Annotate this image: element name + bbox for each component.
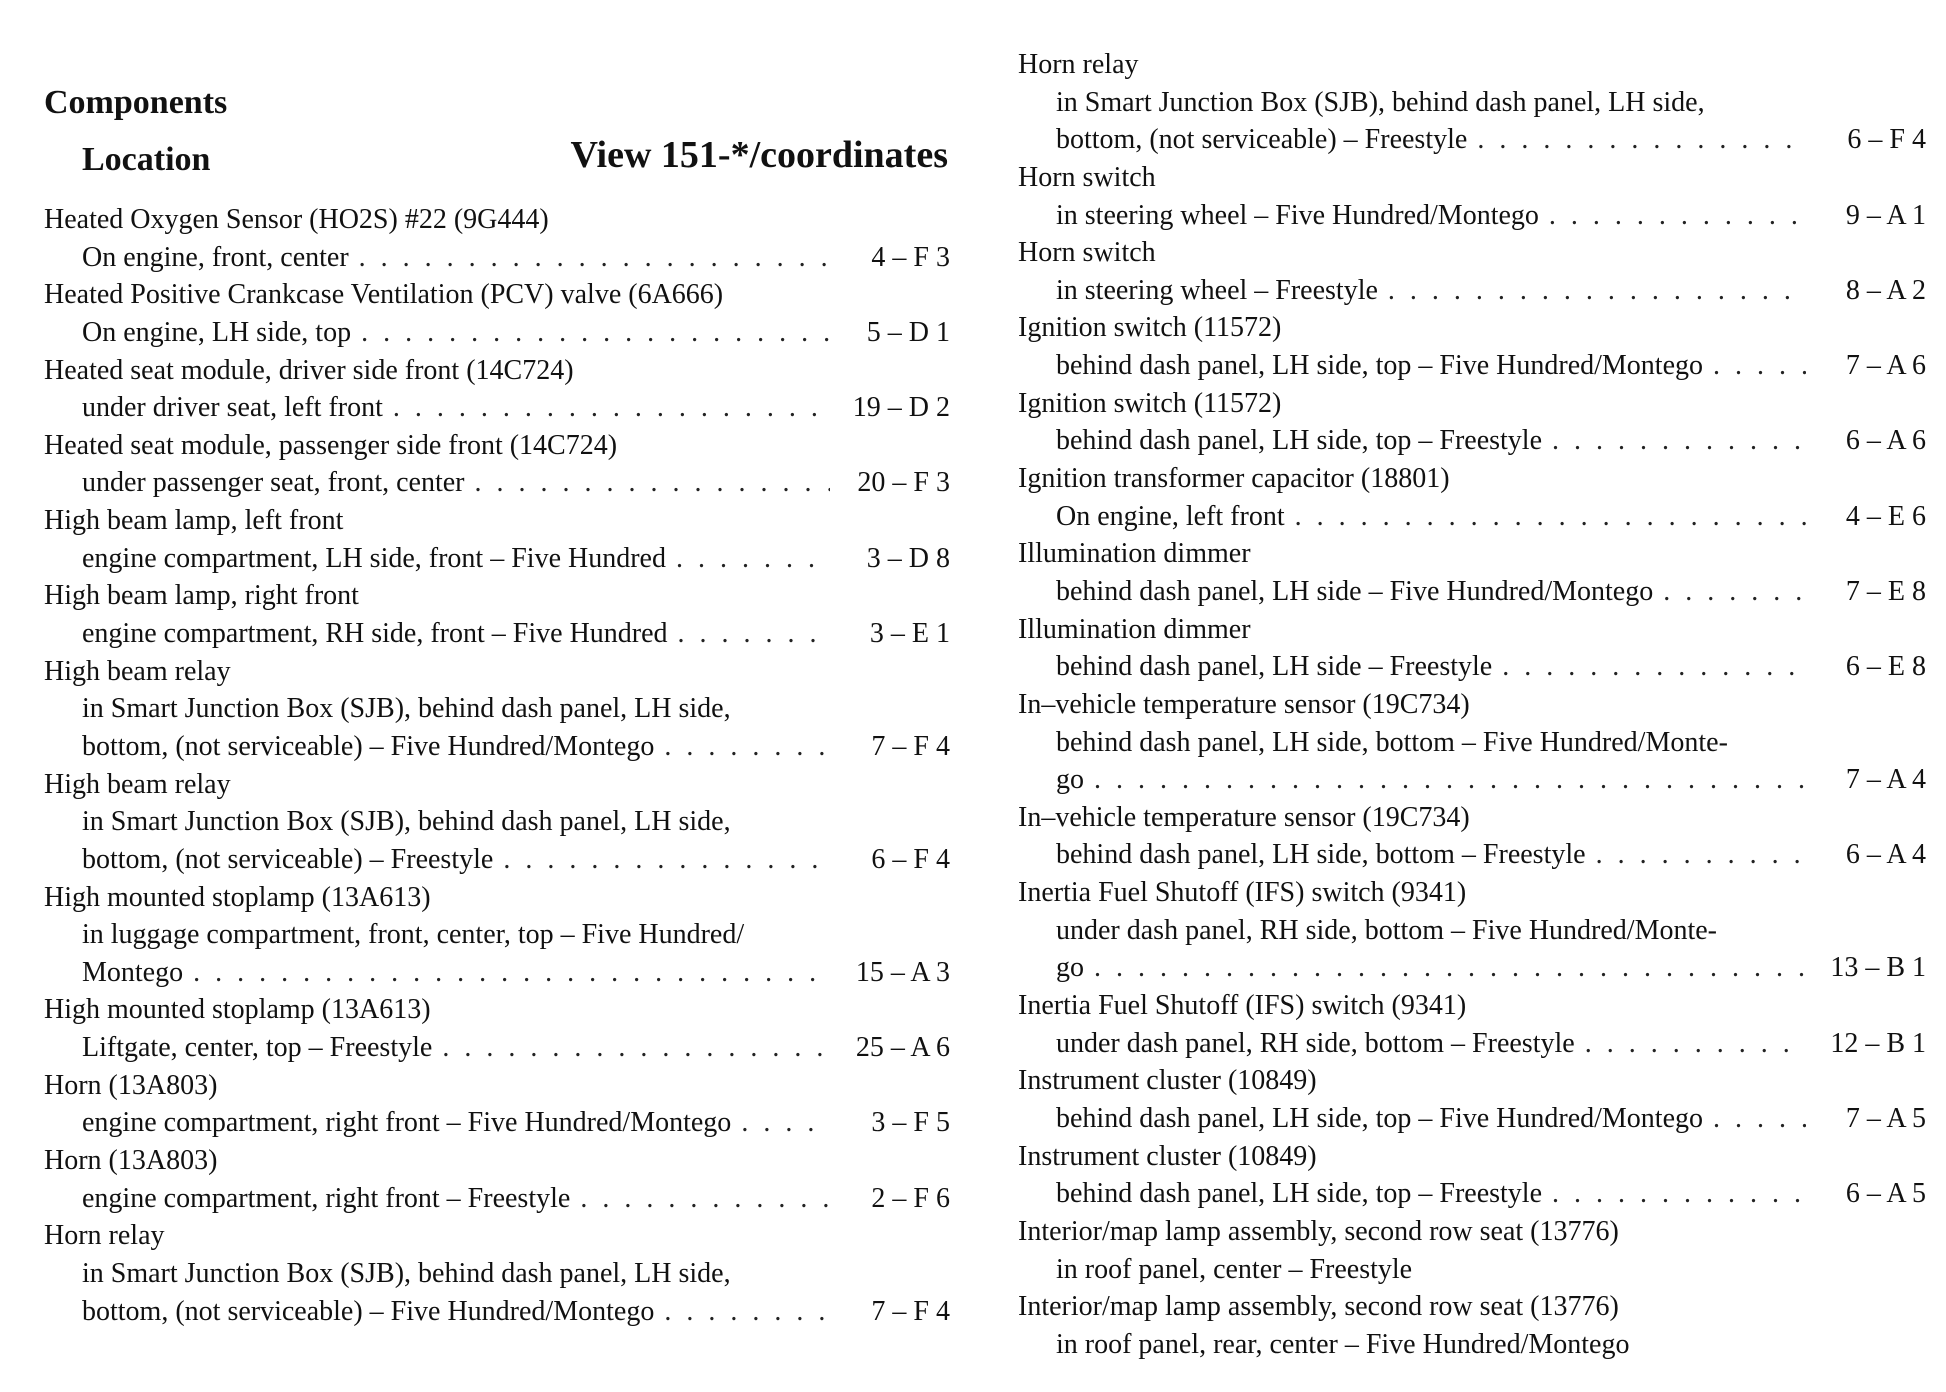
location-text: behind dash panel, LH side, top – Five Hundred/Montego xyxy=(1056,350,1704,382)
location-text: under driver seat, left front xyxy=(82,392,383,424)
location-line-with-coordinates xyxy=(44,615,950,653)
component-name: High beam relay xyxy=(44,655,231,687)
location-text: go xyxy=(1056,952,1084,984)
dot-leader xyxy=(1094,949,1806,987)
dot-leader xyxy=(741,1104,830,1142)
location-line-with-coordinates xyxy=(44,1029,950,1067)
view-coordinate: 4 – F 3 xyxy=(871,241,950,273)
dot-leader xyxy=(503,841,830,879)
view-coordinate: 4 – E 6 xyxy=(1845,500,1926,532)
dot-leader xyxy=(1549,197,1806,235)
component-name: Inertia Fuel Shutoff (IFS) switch (9341) xyxy=(1018,990,1467,1022)
component-name: Ignition switch (11572) xyxy=(1018,387,1282,419)
location-text: go xyxy=(1056,764,1084,796)
dot-leader xyxy=(580,1180,830,1218)
view-coordinate: 6 – F 4 xyxy=(871,843,950,875)
component-name: Instrument cluster (10849) xyxy=(1018,1140,1317,1172)
location-line: in Smart Junction Box (SJB), behind dash panel, LH side, xyxy=(82,806,731,838)
view-coordinate: 12 – B 1 xyxy=(1830,1027,1926,1059)
location-line-with-coordinates xyxy=(1018,498,1926,536)
view-coordinate: 6 – A 6 xyxy=(1845,425,1926,457)
location-line: behind dash panel, LH side, bottom – Five Hundred/Monte- xyxy=(1056,726,1728,758)
location-line-with-coordinates xyxy=(44,239,950,277)
dot-leader xyxy=(1295,498,1806,536)
component-name: Ignition switch (11572) xyxy=(1018,312,1282,344)
location-line-with-coordinates xyxy=(44,728,950,766)
component-name: High mounted stoplamp (13A613) xyxy=(44,881,431,913)
view-coordinate: 19 – D 2 xyxy=(852,392,950,424)
view-coordinate: 7 – F 4 xyxy=(871,730,950,762)
dot-leader xyxy=(1552,422,1806,460)
location-line-with-coordinates xyxy=(44,540,950,578)
location-line-with-coordinates xyxy=(1018,197,1926,235)
dot-leader xyxy=(442,1029,830,1067)
location-text: behind dash panel, LH side – Five Hundred/Montego xyxy=(1056,575,1654,607)
component-name: High beam lamp, right front xyxy=(44,580,359,612)
dot-leader xyxy=(1585,1025,1806,1063)
location-text: On engine, LH side, top xyxy=(82,316,352,348)
location-text: engine compartment, LH side, front – Five Hundred xyxy=(82,542,666,574)
location-text: Liftgate, center, top – Freestyle xyxy=(82,1032,433,1064)
dot-leader xyxy=(1713,347,1806,385)
location-line: in Smart Junction Box (SJB), behind dash panel, LH side, xyxy=(82,693,731,725)
location-text: behind dash panel, LH side, top – Freestyle xyxy=(1056,1178,1543,1210)
component-name: In–vehicle temperature sensor (19C734) xyxy=(1018,688,1470,720)
location-text: Montego xyxy=(82,956,184,988)
location-line-with-coordinates xyxy=(1018,347,1926,385)
location-text: bottom, (not serviceable) – Five Hundred/Montego xyxy=(82,1295,655,1327)
view-coordinate: 7 – E 8 xyxy=(1845,575,1926,607)
view-coordinate: 7 – F 4 xyxy=(871,1295,950,1327)
location-line-with-coordinates xyxy=(1018,121,1926,159)
component-name: Illumination dimmer xyxy=(1018,538,1251,570)
location-text: engine compartment, right front – Five Hundred/Montego xyxy=(82,1107,732,1139)
location-line-with-coordinates xyxy=(1018,836,1926,874)
view-coordinate: 13 – B 1 xyxy=(1830,952,1926,984)
section-heading-components: Components xyxy=(44,84,228,121)
right-column-entries xyxy=(1018,46,1926,1363)
location-text: bottom, (not serviceable) – Freestyle xyxy=(1056,124,1468,156)
location-text: behind dash panel, LH side, top – Five Hundred/Montego xyxy=(1056,1102,1704,1134)
dot-leader xyxy=(1388,272,1806,310)
component-name: Heated Positive Crankcase Ventilation (PCV) valve (6A666) xyxy=(44,279,724,311)
view-coordinate: 6 – A 4 xyxy=(1845,839,1926,871)
location-line: in luggage compartment, front, center, top – Five Hundred/ xyxy=(82,919,745,951)
dot-leader xyxy=(1552,1175,1806,1213)
component-name: Interior/map lamp assembly, second row seat (13776) xyxy=(1018,1291,1619,1323)
component-name: Inertia Fuel Shutoff (IFS) switch (9341) xyxy=(1018,877,1467,909)
location-line-with-coordinates xyxy=(44,464,950,502)
location-line-with-coordinates xyxy=(44,389,950,427)
location-text: bottom, (not serviceable) – Five Hundred/Montego xyxy=(82,730,655,762)
component-name: High mounted stoplamp (13A613) xyxy=(44,994,431,1026)
component-name: Horn relay xyxy=(1018,49,1139,80)
location-line: in Smart Junction Box (SJB), behind dash panel, LH side, xyxy=(82,1257,731,1289)
component-name: Horn (13A803) xyxy=(44,1145,218,1177)
location-line-with-coordinates xyxy=(44,954,950,992)
location-line-with-coordinates xyxy=(1018,1175,1926,1213)
view-coordinate: 7 – A 6 xyxy=(1845,350,1926,382)
column-heading-location: Location xyxy=(82,141,211,178)
dot-leader xyxy=(1663,573,1806,611)
view-coordinate: 6 – F 4 xyxy=(1847,124,1926,156)
location-line-with-coordinates xyxy=(44,1180,950,1218)
column-heading-view-coordinates: View 151-*/coordinates xyxy=(570,134,948,176)
location-text: On engine, left front xyxy=(1056,500,1285,532)
view-coordinate: 8 – A 2 xyxy=(1845,274,1926,306)
dot-leader xyxy=(393,389,830,427)
location-line-with-coordinates xyxy=(44,841,950,879)
dot-leader xyxy=(475,464,831,502)
view-coordinate: 6 – E 8 xyxy=(1845,651,1926,683)
component-name: Heated Oxygen Sensor (HO2S) #22 (9G444) xyxy=(44,204,549,235)
view-coordinate: 25 – A 6 xyxy=(855,1032,950,1064)
view-coordinate: 15 – A 3 xyxy=(855,956,950,988)
component-name: Instrument cluster (10849) xyxy=(1018,1065,1317,1097)
dot-leader xyxy=(193,954,830,992)
location-line-with-coordinates xyxy=(1018,648,1926,686)
location-line-with-coordinates xyxy=(1018,949,1926,987)
component-name: Heated seat module, driver side front (14C724) xyxy=(44,354,574,386)
view-coordinate: 7 – A 4 xyxy=(1845,764,1926,796)
component-name: Heated seat module, passenger side front (14C724) xyxy=(44,429,618,461)
component-name: Horn relay xyxy=(44,1220,165,1252)
location-line-with-coordinates xyxy=(1018,1025,1926,1063)
component-name: Ignition transformer capacitor (18801) xyxy=(1018,463,1450,495)
view-coordinate: 3 – D 8 xyxy=(866,542,950,574)
location-text: engine compartment, right front – Freestyle xyxy=(82,1182,571,1214)
component-name: Illumination dimmer xyxy=(1018,613,1251,645)
component-name: Horn switch xyxy=(1018,161,1156,193)
view-coordinate: 5 – D 1 xyxy=(866,316,950,348)
view-coordinate: 2 – F 6 xyxy=(871,1182,950,1214)
component-name: In–vehicle temperature sensor (19C734) xyxy=(1018,801,1470,833)
location-line-with-coordinates xyxy=(44,1104,950,1142)
dot-leader xyxy=(361,314,830,352)
location-line: under dash panel, RH side, bottom – Five Hundred/Monte- xyxy=(1056,914,1718,946)
location-line: in roof panel, center – Freestyle xyxy=(1056,1253,1413,1285)
location-line: in Smart Junction Box (SJB), behind dash panel, LH side, xyxy=(1056,86,1705,118)
dot-leader xyxy=(1596,836,1806,874)
location-text: under passenger seat, front, center xyxy=(82,467,465,499)
location-line: in roof panel, rear, center – Five Hundred/Montego xyxy=(1056,1328,1630,1360)
location-line-with-coordinates xyxy=(1018,573,1926,611)
view-coordinate: 9 – A 1 xyxy=(1845,199,1926,231)
location-line-with-coordinates xyxy=(44,1293,950,1331)
component-name: High beam relay xyxy=(44,768,231,800)
dot-leader xyxy=(678,615,830,653)
location-text: in steering wheel – Freestyle xyxy=(1056,274,1378,306)
component-name: Horn switch xyxy=(1018,237,1156,269)
dot-leader xyxy=(676,540,830,578)
location-text: bottom, (not serviceable) – Freestyle xyxy=(82,843,494,875)
location-line-with-coordinates xyxy=(1018,422,1926,460)
left-column-entries xyxy=(44,201,950,1330)
location-text: behind dash panel, LH side – Freestyle xyxy=(1056,651,1493,683)
dot-leader xyxy=(1502,648,1806,686)
location-text: On engine, front, center xyxy=(82,241,349,273)
location-line-with-coordinates xyxy=(1018,761,1926,799)
location-text: engine compartment, RH side, front – Five Hundred xyxy=(82,618,668,650)
location-text: behind dash panel, LH side, top – Freestyle xyxy=(1056,425,1543,457)
dot-leader xyxy=(1094,761,1806,799)
component-name: High beam lamp, left front xyxy=(44,505,344,537)
component-name: Horn (13A803) xyxy=(44,1069,218,1101)
dot-leader xyxy=(1713,1100,1806,1138)
view-coordinate: 7 – A 5 xyxy=(1845,1102,1926,1134)
dot-leader xyxy=(1477,121,1806,159)
location-line-with-coordinates xyxy=(1018,272,1926,310)
view-coordinate: 3 – E 1 xyxy=(869,618,950,650)
dot-leader xyxy=(664,728,830,766)
component-name: Interior/map lamp assembly, second row seat (13776) xyxy=(1018,1215,1619,1247)
location-text: behind dash panel, LH side, bottom – Freestyle xyxy=(1056,839,1586,871)
location-text: in steering wheel – Five Hundred/Montego xyxy=(1056,199,1539,231)
dot-leader xyxy=(359,239,830,277)
location-line-with-coordinates xyxy=(1018,1100,1926,1138)
location-text: under dash panel, RH side, bottom – Freestyle xyxy=(1056,1027,1575,1059)
view-coordinate: 6 – A 5 xyxy=(1845,1178,1926,1210)
view-coordinate: 3 – F 5 xyxy=(871,1107,950,1139)
location-line-with-coordinates xyxy=(44,314,950,352)
view-coordinate: 20 – F 3 xyxy=(857,467,950,499)
dot-leader xyxy=(664,1293,830,1331)
